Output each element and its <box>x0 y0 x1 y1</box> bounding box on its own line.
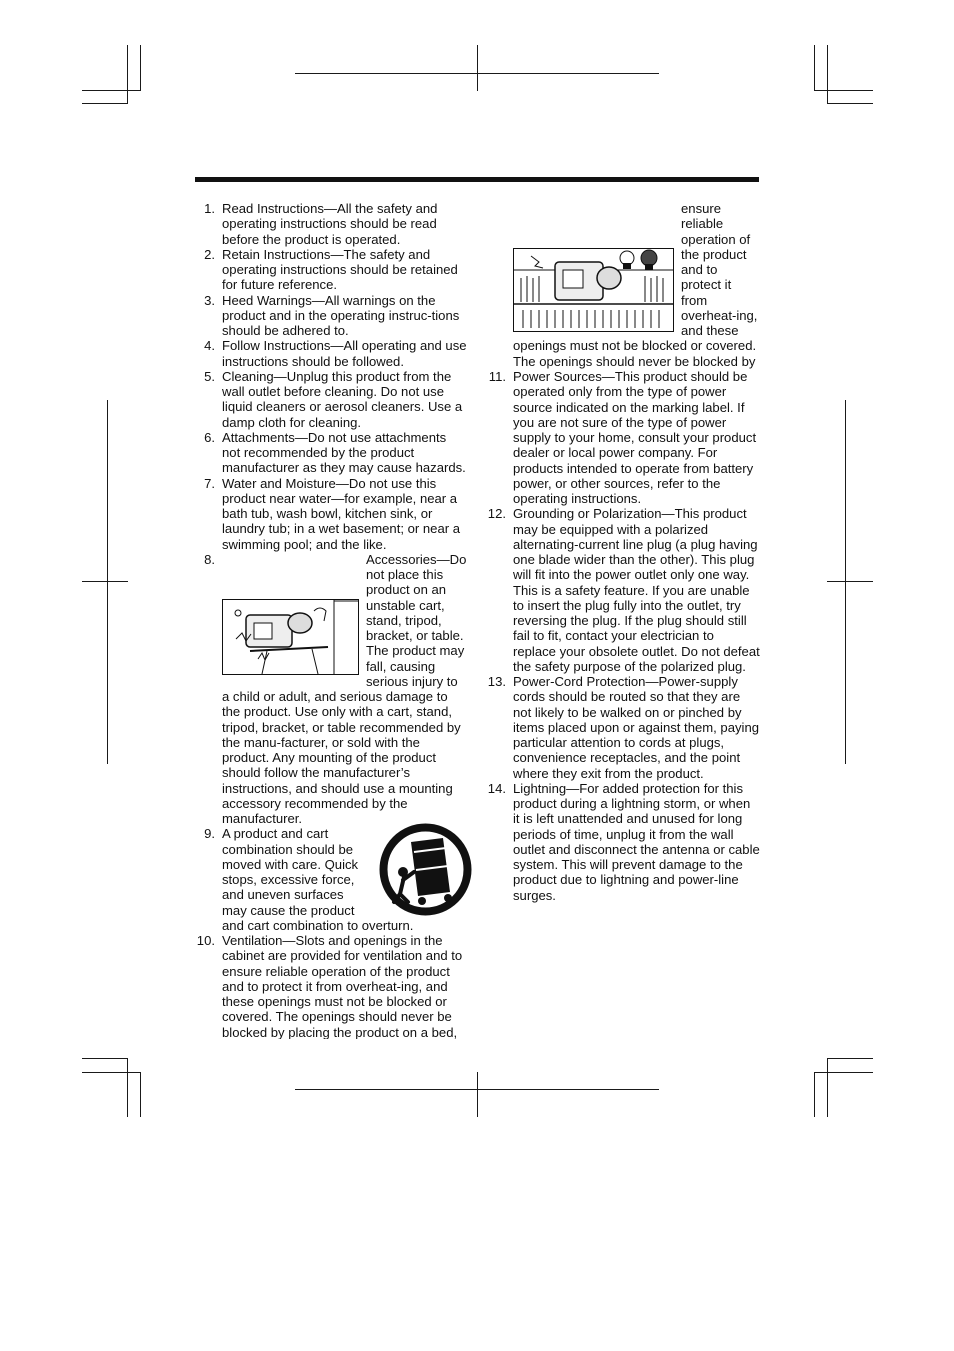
item-text: Heed Warnings—All warnings on the product and in the operating instruc-tions should be adhered to. <box>222 292 460 338</box>
item-text: Read Instructions—All the safety and operating instructions should be read before the product is operated. <box>222 201 438 247</box>
crop-mark <box>827 1058 873 1059</box>
crop-mark <box>814 90 873 91</box>
crop-mark <box>82 1058 128 1059</box>
item-text: Power Sources—This product should be operated only from the type of power source indicated on the marking label. If you are not sure of the type of power supply to your home, consult your product dealer or local power company. For products intended to operate from battery power, or other sources, refer to the operating instructions. <box>513 369 757 506</box>
item-text: Attachments—Do not use attachments not recommended by the product manufacturer as they may cause hazards. <box>222 429 466 476</box>
item-text: Grounding or Polarization—This product may be equipped with a polarized alternating-current line plug (a plug having one blade wider than the other). This plug will fit into the power outlet only one way. This is a safety feature. If you are unable to insert the plug fully into the outlet, try reversing the plug. If the plug should still fail to fit, contact your electrician to replace your obsolete outlet. Do not defeat the safety purpose of the polarized plug. <box>513 506 760 674</box>
instruction-item <box>486 506 760 674</box>
instruction-item <box>195 552 467 827</box>
instruction-item <box>195 293 467 339</box>
cart-warning-icon <box>378 822 473 917</box>
item-number: 10. <box>196 933 215 948</box>
registration-mark <box>82 581 128 582</box>
crop-mark <box>814 1072 873 1073</box>
crop-mark <box>82 103 128 104</box>
crop-mark <box>814 1072 815 1117</box>
crop-mark <box>814 45 815 91</box>
instruction-item <box>195 933 467 1039</box>
item-number: 3. <box>204 292 215 308</box>
item-text: Power-Cord Protection—Power-supply cords should be routed so that they are not likely to be walked on or pinched by items placed upon or against them, paying particular attention to cords at plugs, convenience receptacles, and the point where they exit from the product. <box>513 674 760 781</box>
item-number: 12. <box>487 506 506 522</box>
item-text: Follow Instructions—All operating and use instructions should be followed. <box>222 338 467 369</box>
item-number: 2. <box>204 246 215 262</box>
registration-mark <box>477 1072 478 1117</box>
crop-mark <box>827 103 873 104</box>
item-number: 4. <box>204 338 215 354</box>
crop-mark <box>127 45 128 104</box>
instruction-item <box>195 476 467 552</box>
item-number: 5. <box>204 368 215 384</box>
item-text: A product and cart combination should be moved with care. Quick stops, excessive force, and uneven surfaces may cause the product and cart combination to overturn. <box>222 826 414 933</box>
instruction-item <box>195 369 467 430</box>
instruction-item <box>195 826 467 933</box>
item-number: 7. <box>204 475 215 491</box>
instruction-item <box>486 781 760 903</box>
right-column <box>486 201 760 903</box>
crop-mark <box>827 45 828 104</box>
item-text: ensure reliable operation of the product and to protect it from overheat-ing, and these openings must not be blocked or covered. The openings should never be blocked by <box>513 201 758 369</box>
item-number: 9. <box>204 826 215 842</box>
registration-mark <box>107 400 108 764</box>
item-number: 14. <box>487 780 506 796</box>
item-text: Lightning—For added protection for this product during a lightning storm, or when it is left unattended and unused for long periods of time, unplug it from the wall outlet and disconnect the antenna or cable system. This will prevent damage to the product due to lightning and power-line surges. <box>513 780 760 903</box>
crop-mark <box>127 1058 128 1117</box>
item-number: 11. <box>488 369 506 384</box>
instruction-item <box>195 430 467 476</box>
crop-mark <box>827 1058 828 1117</box>
header-rule <box>195 177 759 182</box>
item-text: Water and Moisture—Do not use this product near water—for example, near a bath tub, wash bowl, kitchen sink, or laundry tub; in a wet basement; or near a swimming pool; and the like. <box>222 475 461 552</box>
item-text: Cleaning—Unplug this product from the wall outlet before cleaning. Do not use liquid cleaners or aerosol cleaners. Use a damp cloth for cleaning. <box>222 368 463 430</box>
crop-mark <box>140 1072 141 1117</box>
item-text: Accessories—Do not place this product on an unstable cart, stand, tripod, bracket, or table. The product may fall, causing serious injury to a child or adult, and serious damage to the product. Use only with a cart, stand, tripod, bracket, or table recommended by the manu-facturer, or sold with the product. Any mounting of the product should follow the manufacturer’s instructions, and should use a mounting accessory recommended by the manufacturer. <box>222 551 467 826</box>
item-text: Ventilation—Slots and openings in the cabinet are provided for ventilation and to ensure reliable operation of the product and to protect it from overheat-ing, and these openings must not be blocked or covered. The openings should never be blocked by placing the product on a bed, <box>222 933 463 1039</box>
item-10-continuation <box>486 201 760 369</box>
registration-mark <box>477 45 478 91</box>
bookcase-ventilation-illustration <box>513 248 674 332</box>
instruction-item <box>195 201 467 247</box>
falling-camcorder-illustration <box>222 599 359 675</box>
item-number: 6. <box>204 429 215 445</box>
instruction-item <box>195 338 467 369</box>
left-column <box>195 201 467 1039</box>
crop-mark <box>82 1072 141 1073</box>
item-number: 1. <box>204 201 215 216</box>
instruction-item <box>195 247 467 293</box>
crop-mark <box>82 90 141 91</box>
instruction-item <box>486 369 760 506</box>
item-number: 13. <box>487 674 506 689</box>
item-number: 8. <box>204 551 215 567</box>
item-text: Retain Instructions—The safety and operating instructions should be retained for future reference. <box>222 246 458 293</box>
registration-mark <box>845 400 846 764</box>
registration-mark <box>827 581 873 582</box>
instruction-item <box>486 674 760 781</box>
crop-mark <box>140 45 141 91</box>
